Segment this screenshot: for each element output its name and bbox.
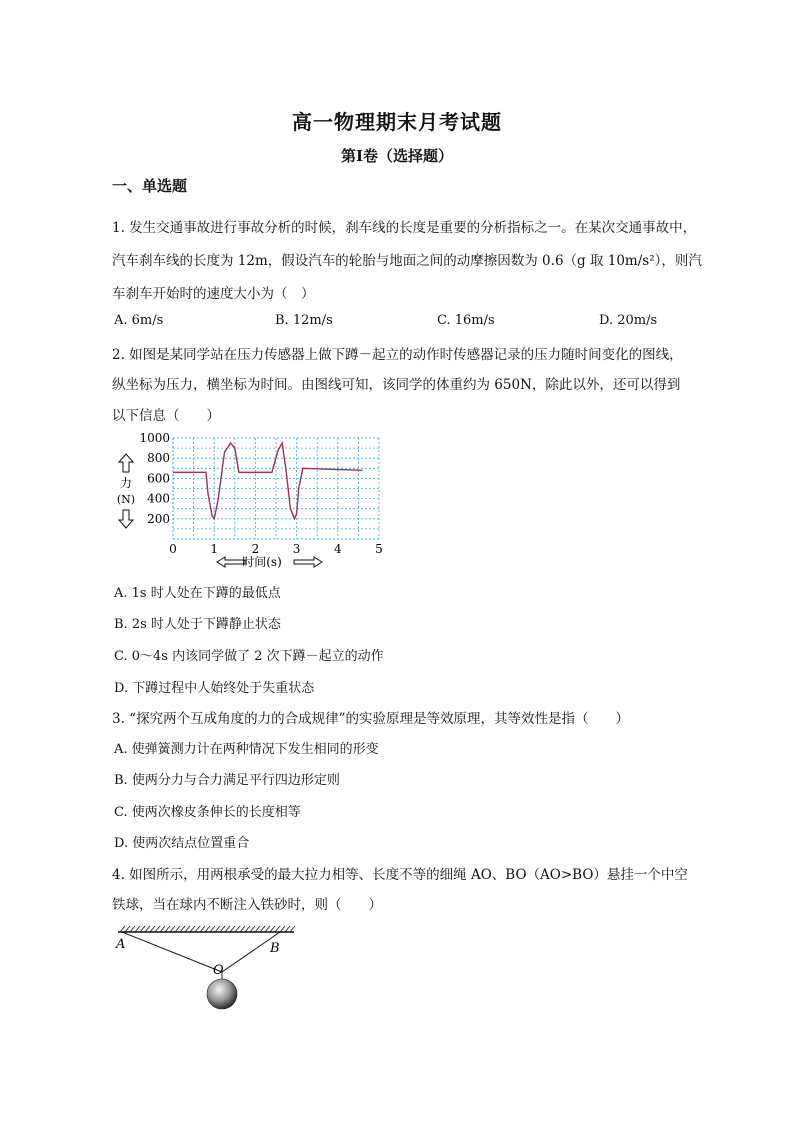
y-axis-label-unit: (N): [116, 493, 136, 506]
hatch-mark: [190, 926, 195, 932]
y-tick-label: 600: [147, 471, 170, 486]
hatch-mark: [265, 926, 270, 932]
hatch-mark: [215, 926, 220, 932]
section-heading: 一、单选题: [112, 177, 188, 195]
hatch-mark: [210, 926, 215, 932]
iron-ball: [207, 979, 237, 1009]
q1-option-d: D. 20m/s: [599, 313, 658, 328]
hatch-mark: [285, 926, 290, 932]
x-tick-label: 1: [210, 542, 219, 556]
q1-option-c: C. 16m/s: [437, 313, 495, 328]
y-tick-label: 200: [147, 511, 170, 526]
q1-line3: 车刹车开始时的速度大小为（ ）: [112, 286, 315, 302]
x-tick-label: 0: [169, 542, 177, 556]
hatch-mark: [280, 926, 285, 932]
y-tick-label: 1000: [139, 431, 170, 445]
q3-option-b: B. 使两分力与合力满足平行四边形定则: [114, 773, 340, 788]
force-curve: [173, 443, 363, 519]
hatch-mark: [245, 926, 250, 932]
hatch-mark: [120, 926, 125, 932]
hatch-mark: [240, 926, 245, 932]
x-axis-arrow-left-icon: [217, 557, 245, 567]
hatch-mark: [260, 926, 265, 932]
hatch-mark: [220, 926, 225, 932]
q2-option-d: D. 下蹲过程中人始终处于失重状态: [114, 681, 315, 696]
q3-option-d: D. 使两次结点位置重合: [114, 836, 250, 851]
hanging-ball-figure: [112, 922, 312, 1014]
x-axis-label: 时间(s): [242, 555, 282, 569]
x-tick-label: 5: [375, 542, 383, 556]
hatch-mark: [185, 926, 190, 932]
hatch-mark: [275, 926, 280, 932]
y-axis-arrow-up-icon: [119, 454, 133, 472]
hatch-mark: [150, 926, 155, 932]
label-a: A: [116, 937, 126, 952]
hatch-mark: [165, 926, 170, 932]
q2-option-a: A. 1s 时人处在下蹲的最低点: [114, 586, 281, 601]
q2-option-c: C. 0～4s 内该同学做了 2 次下蹲－起立的动作: [114, 649, 384, 664]
q2-line2: 纵坐标为压力，横坐标为时间。由图线可知，该同学的体重约为 650N，除此以外，还可以得到: [112, 377, 681, 393]
hatch-mark: [205, 926, 210, 932]
hatch-mark: [230, 926, 235, 932]
hatch-mark: [145, 926, 150, 932]
q4-line2: 铁球，当在球内不断注入铁砂时，则（ ）: [112, 897, 382, 913]
hatch-mark: [290, 926, 295, 932]
rope-ao: [122, 932, 222, 972]
ceiling-hatch: [120, 926, 295, 932]
y-axis-label-force: 力: [119, 476, 133, 490]
q3-option-c: C. 使两次橡皮条伸长的长度相等: [114, 805, 301, 820]
hatch-mark: [160, 926, 165, 932]
force-time-chart: [112, 430, 402, 572]
y-tick-label: 400: [147, 491, 170, 506]
q1-option-b: B. 12m/s: [275, 313, 333, 328]
hatch-mark: [135, 926, 140, 932]
hatch-mark: [250, 926, 255, 932]
y-axis-arrow-down-icon: [119, 510, 133, 528]
q2-line3: 以下信息（ ）: [112, 408, 220, 424]
x-tick-labels: [169, 542, 383, 556]
q2-option-b: B. 2s 时人处于下蹲静止状态: [114, 617, 281, 632]
q4-line1: 4. 如图所示，用两根承受的最大拉力相等、长度不等的细绳 AO、BO（AO>BO）悬挂一个中空: [112, 867, 688, 883]
q1-line1: 1. 发生交通事故进行事故分析的时候，刹车线的长度是重要的分析指标之一。在某次交通事故中，: [112, 220, 697, 236]
q3-option-a: A. 使弹簧测力计在两种情况下发生相同的形变: [114, 742, 379, 757]
chart-grid: [173, 438, 379, 539]
hatch-mark: [225, 926, 230, 932]
y-tick-label: 800: [147, 451, 170, 466]
x-tick-label: 2: [251, 542, 260, 556]
hatch-mark: [180, 926, 185, 932]
hatch-mark: [125, 926, 130, 932]
hatch-mark: [175, 926, 180, 932]
label-o: O: [213, 963, 224, 978]
x-tick-label: 3: [292, 542, 301, 556]
hatch-mark: [195, 926, 200, 932]
hatch-mark: [170, 926, 175, 932]
hatch-mark: [155, 926, 160, 932]
hatch-mark: [255, 926, 260, 932]
hatch-mark: [140, 926, 145, 932]
hatch-mark: [235, 926, 240, 932]
hatch-mark: [130, 926, 135, 932]
q3-line1: 3. “探究两个互成角度的力的合成规律”的实验原理是等效原理，其等效性是指（ ）: [112, 711, 629, 727]
exam-title: 高一物理期末月考试题: [292, 110, 502, 134]
q1-line2: 汽车刹车线的长度为 12m，假设汽车的轮胎与地面之间的动摩擦因数为 0.6（g 取 10m/s²），则汽: [112, 253, 702, 269]
x-axis-arrow-right-icon: [294, 557, 322, 567]
y-tick-labels: [139, 431, 170, 526]
label-b: B: [270, 941, 280, 956]
hatch-mark: [200, 926, 205, 932]
q2-line1: 2. 如图是某同学站在压力传感器上做下蹲－起立的动作时传感器记录的压力随时间变化的图线，: [112, 347, 683, 363]
hatch-mark: [270, 926, 275, 932]
volume-title: 第Ⅰ卷（选择题）: [340, 147, 454, 165]
x-tick-label: 4: [333, 542, 342, 556]
q1-option-a: A. 6m/s: [114, 313, 164, 328]
